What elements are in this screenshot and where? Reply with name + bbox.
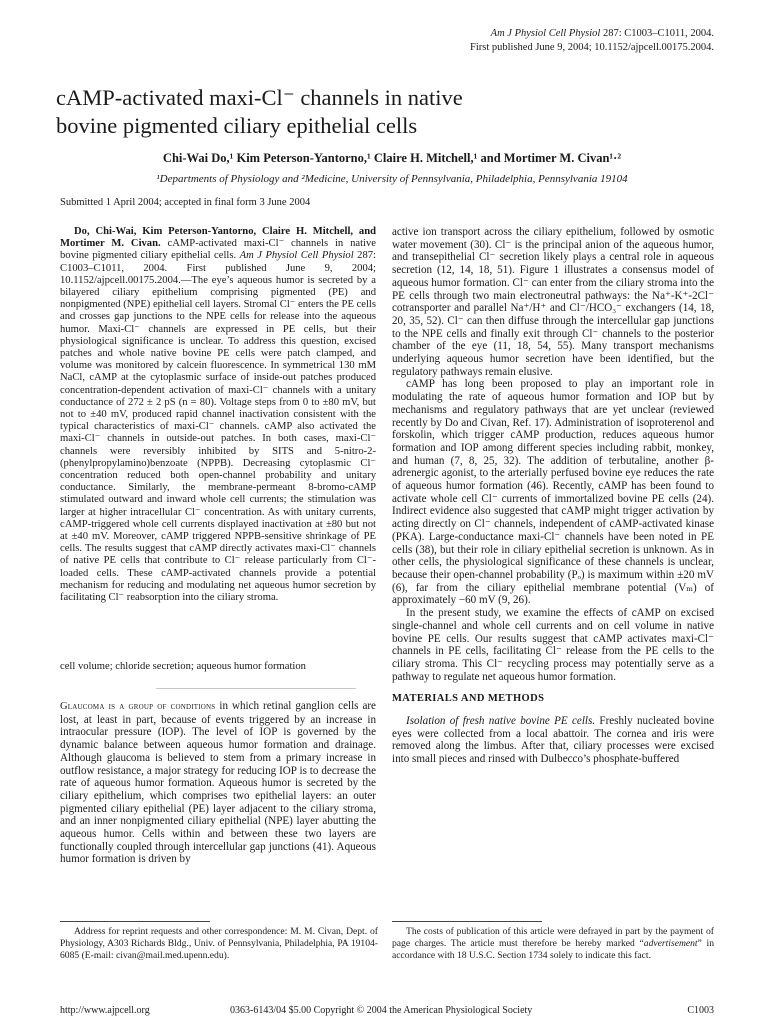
subsection-heading: Isolation of fresh native bovine PE cells. bbox=[406, 715, 596, 728]
footnote-italic: advertisement bbox=[643, 938, 698, 950]
affiliation: ¹Departments of Physiology and ²Medicine, University of Pennsylvania, Philadelphia, Pennsylvania 19104 bbox=[156, 173, 628, 185]
journal-url: http://www.ajpcell.org bbox=[60, 1005, 150, 1016]
page-number: C1003 bbox=[687, 1005, 714, 1016]
article-title bbox=[56, 84, 696, 140]
journal-name: Am J Physiol Cell Physiol bbox=[490, 28, 601, 39]
publication-date: First published June 9, 2004; 10.1152/ajpcell.00175.2004. bbox=[469, 42, 714, 53]
footnote-text-b: ” in accordance with 18 U.S.C. Section 1734 solely to indicate this fact. bbox=[392, 938, 714, 962]
abstract bbox=[60, 226, 376, 604]
abstract-text-2: 287: C1003–C1011, 2004. First published June 9, 2004; 10.1152/ajpcell.00175.2004.—The eye’s aqueous humor is secreted by a bilayered ciliary epithelium comprising pigmented (PE) and nonpigmented (NPE) epithelial cell layers. Stromal Cl⁻ enters the PE cells and crosses gap junctions to the NPE cells for release into the aqueous humor. Maxi-Cl⁻ channels are expressed in PE cells, but their physiological significance is unclear. To address this question, excised patches and whole native bovine PE cells were patch clamped, and volume was monitored by calcein fluorescence. In symmetrical 130 mM NaCl, cAMP at the cytoplasmic surface of inside-out patches produced concentration-dependent activation of maxi-Cl⁻ channels with a unitary conductance of 272 ± 2 pS (n = 80). Voltage steps from 0 to ±80 mV, but not to ±40 mV, produced rapid channel inactivation consistent with the typical characteristics of maxi-Cl⁻ channels. cAMP also activated the maxi-Cl⁻ channels in outside-out patches. In both cases, maxi-Cl⁻ channels were reversibly inhibited by SITS and 5-nitro-2-(phenylpropylamino)benzoate (NPPB). Decreasing cytoplasmic Cl⁻ concentration reduced both open-channel probability and unitary conductance. Similarly, the membrane-permeant 8-bromo-cAMP stimulated outward and inward whole cell currents; the stimulation was larger at higher intracellular Cl⁻ concentration. As with unitary currents, cAMP-triggered whole cell currents displayed inactivation at ±80 but not at ±40 mV. Moreover, cAMP triggered NPPB-sensitive shrinkage of PE cells. The results suggest that cAMP directly activates maxi-Cl⁻ channels of native PE cells that contribute to Cl⁻ release particularly from Cl⁻-loaded cells. These cAMP-activated channels provide a potential mechanism for reducing and modulating net aqueous humor secretion by facilitating Cl⁻ reabsorption into the ciliary stroma. bbox=[60, 250, 376, 604]
paragraph-1: active ion transport across the ciliary epithelium, followed by osmotic water movement (30). Cl⁻ is the principal anion of the aqueous humor, and transepithelial Cl⁻ secretion likely plays a central role in aqueous secretion (12, 14, 18, 51). Figure 1 illustrates a consensus model of aqueous humor formation. Cl⁻ can enter from the ciliary stroma into the PE cells through two main electroneutral pathways: the Na⁺-K⁺-2Cl⁻ cotransporter and parallel Na⁺/H⁺ and Cl⁻/HCO₃⁻ exchangers (14, 18, 20, 35, 52). Cl⁻ can then diffuse through the intercellular gap junctions to the NPE cells and finally exit through Cl⁻ channels to the posterior chamber of the eye (11, 18, 54, 55). Many transport mechanisms underlying aqueous humor secretion have been identified, but the regulatory pathways remain elusive. bbox=[392, 226, 714, 378]
footnote-rule-left bbox=[60, 921, 210, 922]
paragraph-3: In the present study, we examine the effects of cAMP on excised single-channel and whole cell currents and on cell volume in native bovine PE cells. Our results suggest that cAMP activates maxi-Cl⁻ channels in PE cells, facilitating Cl⁻ release from the PE cells to the ciliary stroma. This Cl⁻ recycling process may potentially serve as a pathway to regulate net aqueous humor formation. bbox=[392, 607, 714, 683]
paragraph-2: cAMP has long been proposed to play an important role in modulating the rate of aqueous humor formation and IOP but by mechanisms and regulatory pathways that are yet unclear (reviewed recently by Do and Civan, Ref. 17). Administration of isoproterenol and forskolin, which trigger cAMP production, reduces aqueous humor formation and IOP among different species including rabbit, monkey, and human (7, 8, 25, 32). The addition of terbutaline, another β-adrenergic agonist, to the arterially perfused bovine eye reduces the rate of aqueous humor formation (46). Recently, cAMP has been found to activate whole cell Cl⁻ currents of immortalized bovine PE cells (24). Indirect evidence also suggested that cAMP might trigger activation by acting directly on Cl⁻ channels, independent of cAMP-activated kinase (PKA). Large-conductance maxi-Cl⁻ channels have been noted in PE cells (38), but their role in ciliary epithelial secretion is unknown. As in other cells, the physiological significance of these channels is unclear, because their open-channel probability (Pₒ) is maximum within ±20 mV (6), far from the ciliary epithelial membrane potential (Vₘ) of approximately −60 mV (9, 26). bbox=[392, 378, 714, 607]
right-column bbox=[392, 226, 714, 766]
copyright: 0363-6143/04 $5.00 Copyright © 2004 the American Physiological Society bbox=[230, 1005, 533, 1016]
title-line-2: bovine pigmented ciliary epithelial cells bbox=[56, 113, 418, 138]
publication-cost-footnote bbox=[392, 926, 714, 963]
author-list: Chi-Wai Do,¹ Kim Peterson-Yantorno,¹ Claire H. Mitchell,¹ and Mortimer M. Civan¹·² bbox=[162, 151, 622, 165]
abstract-authors: Do, Chi-Wai, Kim Peterson-Yantorno, Claire H. Mitchell, and Mortimer M. Civan. bbox=[60, 226, 376, 250]
title-line-1: cAMP-activated maxi-Cl⁻ channels in native bbox=[56, 85, 463, 110]
footnote-rule-right bbox=[392, 921, 542, 922]
submission-dates: Submitted 1 April 2004; accepted in final form 3 June 2004 bbox=[60, 197, 311, 208]
keywords: cell volume; chloride secretion; aqueous humor formation bbox=[60, 661, 306, 672]
abstract-journal: Am J Physiol Cell Physiol bbox=[239, 250, 354, 262]
footnote-text-a: The costs of publication of this article were defrayed in part by the payment of page charges. The article must therefore be hereby marked “ bbox=[392, 926, 714, 950]
keyword-divider bbox=[156, 688, 356, 689]
introduction bbox=[60, 700, 376, 866]
paragraph-4: Freshly nucleated bovine eyes were collected from a local abattoir. The cornea and iris were removed along the limbus. After that, ciliary processes were excised into small pieces and rinsed with Dulbecco’s phosphate-buffered bbox=[392, 715, 714, 766]
journal-header bbox=[214, 27, 714, 55]
journal-volume: 287: C1003–C1011, 2004. bbox=[600, 28, 714, 39]
journal-citation bbox=[214, 27, 714, 41]
abstract-text-1: cAMP-activated maxi-Cl⁻ channels in native bovine pigmented ciliary epithelial cells. bbox=[60, 238, 376, 262]
intro-lead: Glaucoma is a group of conditions bbox=[60, 701, 216, 712]
intro-text: in which retinal ganglion cells are lost, at least in part, because of events triggered by an increase in intraocular pressure (IOP). The level of IOP is governed by the dynamic balance between aqueous humor formation and drainage. Although glaucoma is believed to stem from a primary increase in outflow resistance, a major strategy for reducing IOP is to decrease the rate of aqueous humor formation. Aqueous humor is secreted by the ciliary epithelium, which comprises two epithelial layers: an outer pigmented ciliary epithelial (PE) layer adjacent to the ciliary stroma, and an inner nonpigmented ciliary epithelial (NPE) layer abutting the aqueous humor. Cells within and between these two layers are functionally coupled through intercellular gap junctions (41). Aqueous humor formation is driven by bbox=[60, 700, 376, 866]
correspondence-footnote: Address for reprint requests and other correspondence: M. M. Civan, Dept. of Physiology, A303 Richards Bldg., Univ. of Pennsylvania, Philadelphia, PA 19104-6085 (E-mail: civan@mail.med.upenn.edu). bbox=[60, 926, 378, 962]
section-heading: MATERIALS AND METHODS bbox=[392, 693, 545, 705]
